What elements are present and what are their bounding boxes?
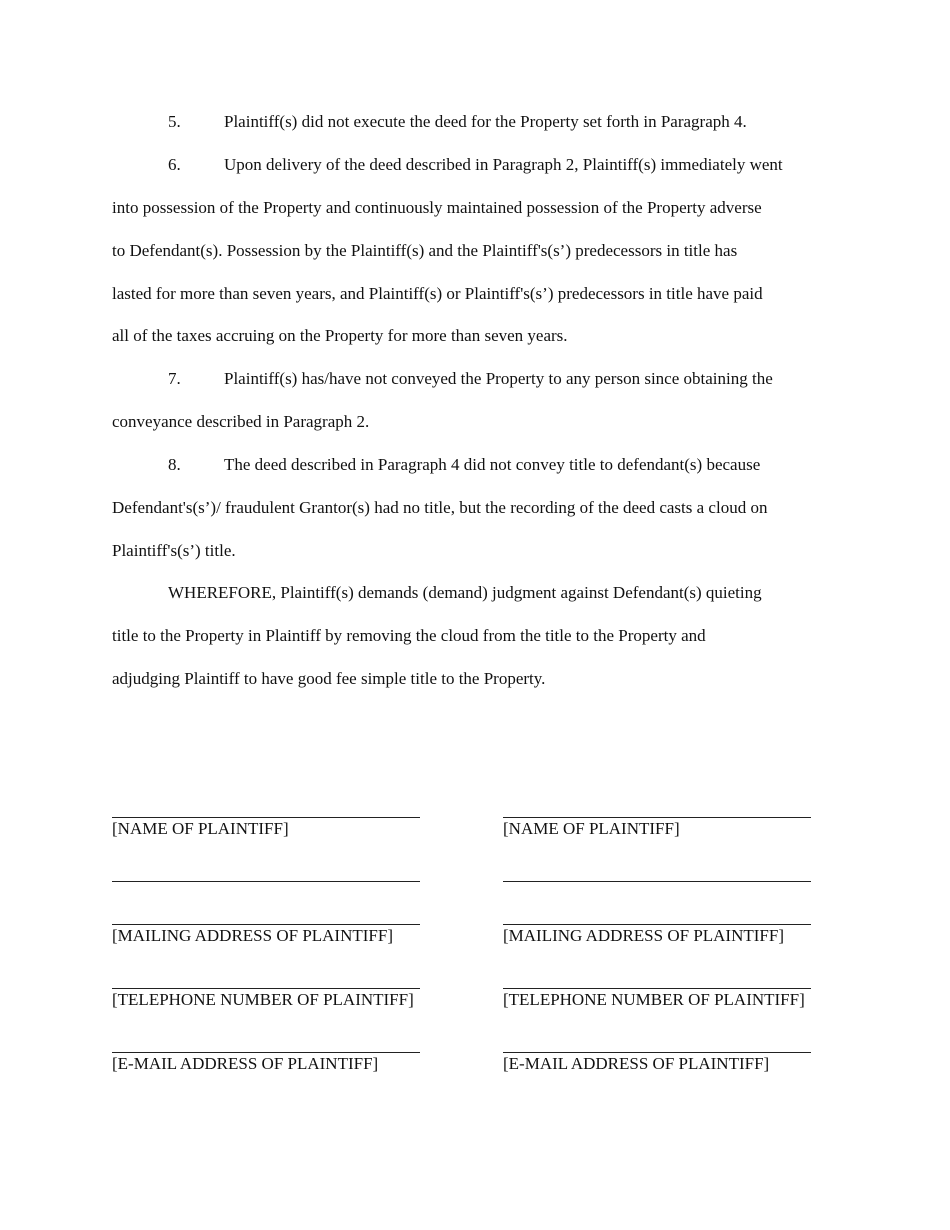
paragraph-text: all of the taxes accruing on the Property for more than seven years. — [112, 326, 568, 345]
wherefore-text: WHEREFORE, Plaintiff(s) demands (demand) judgment against Defendant(s) quieting — [168, 583, 762, 602]
paragraph-number: 5. — [168, 112, 181, 131]
email-line[interactable] — [112, 1052, 420, 1053]
paragraph-text: Defendant's(s’)/ fraudulent Grantor(s) had no title, but the recording of the deed casts a cloud on — [112, 498, 768, 517]
paragraph-text: Plaintiff's(s’) title. — [112, 541, 236, 560]
signature-line[interactable] — [112, 817, 420, 818]
signature-blank-line[interactable] — [503, 881, 811, 882]
telephone-line[interactable] — [112, 988, 420, 989]
mailing-address-label: [MAILING ADDRESS OF PLAINTIFF] — [112, 926, 393, 945]
paragraph-number: 7. — [168, 369, 181, 388]
paragraph-text: to Defendant(s). Possession by the Plaintiff(s) and the Plaintiff's(s’) predecessors in title has — [112, 241, 738, 260]
telephone-line[interactable] — [503, 988, 811, 989]
wherefore-text: title to the Property in Plaintiff by removing the cloud from the title to the Property and — [112, 626, 706, 645]
signature-line[interactable] — [503, 817, 811, 818]
email-line[interactable] — [503, 1052, 811, 1053]
paragraph-text: into possession of the Property and continuously maintained possession of the Property adverse — [112, 198, 762, 217]
mailing-address-line[interactable] — [503, 924, 811, 925]
mailing-address-label: [MAILING ADDRESS OF PLAINTIFF] — [503, 926, 784, 945]
email-label: [E-MAIL ADDRESS OF PLAINTIFF] — [503, 1054, 770, 1073]
telephone-label: [TELEPHONE NUMBER OF PLAINTIFF] — [112, 990, 414, 1009]
paragraph-text: Plaintiff(s) did not execute the deed for the Property set forth in Paragraph 4. — [224, 112, 747, 131]
mailing-address-line[interactable] — [112, 924, 420, 925]
plaintiff-name-label: [NAME OF PLAINTIFF] — [503, 819, 680, 838]
paragraph-text: Upon delivery of the deed described in Paragraph 2, Plaintiff(s) immediately went — [224, 155, 783, 174]
signature-blank-line[interactable] — [112, 881, 420, 882]
paragraph-number: 8. — [168, 455, 181, 474]
paragraph-text: Plaintiff(s) has/have not conveyed the Property to any person since obtaining the — [224, 369, 773, 388]
paragraph-text: conveyance described in Paragraph 2. — [112, 412, 370, 431]
telephone-label: [TELEPHONE NUMBER OF PLAINTIFF] — [503, 990, 805, 1009]
plaintiff-name-label: [NAME OF PLAINTIFF] — [112, 819, 289, 838]
paragraph-text: The deed described in Paragraph 4 did not convey title to defendant(s) because — [224, 455, 761, 474]
wherefore-text: adjudging Plaintiff to have good fee simple title to the Property. — [112, 669, 546, 688]
email-label: [E-MAIL ADDRESS OF PLAINTIFF] — [112, 1054, 379, 1073]
paragraph-number: 6. — [168, 155, 181, 174]
paragraph-text: lasted for more than seven years, and Plaintiff(s) or Plaintiff's(s’) predecessors in title have paid — [112, 284, 763, 303]
